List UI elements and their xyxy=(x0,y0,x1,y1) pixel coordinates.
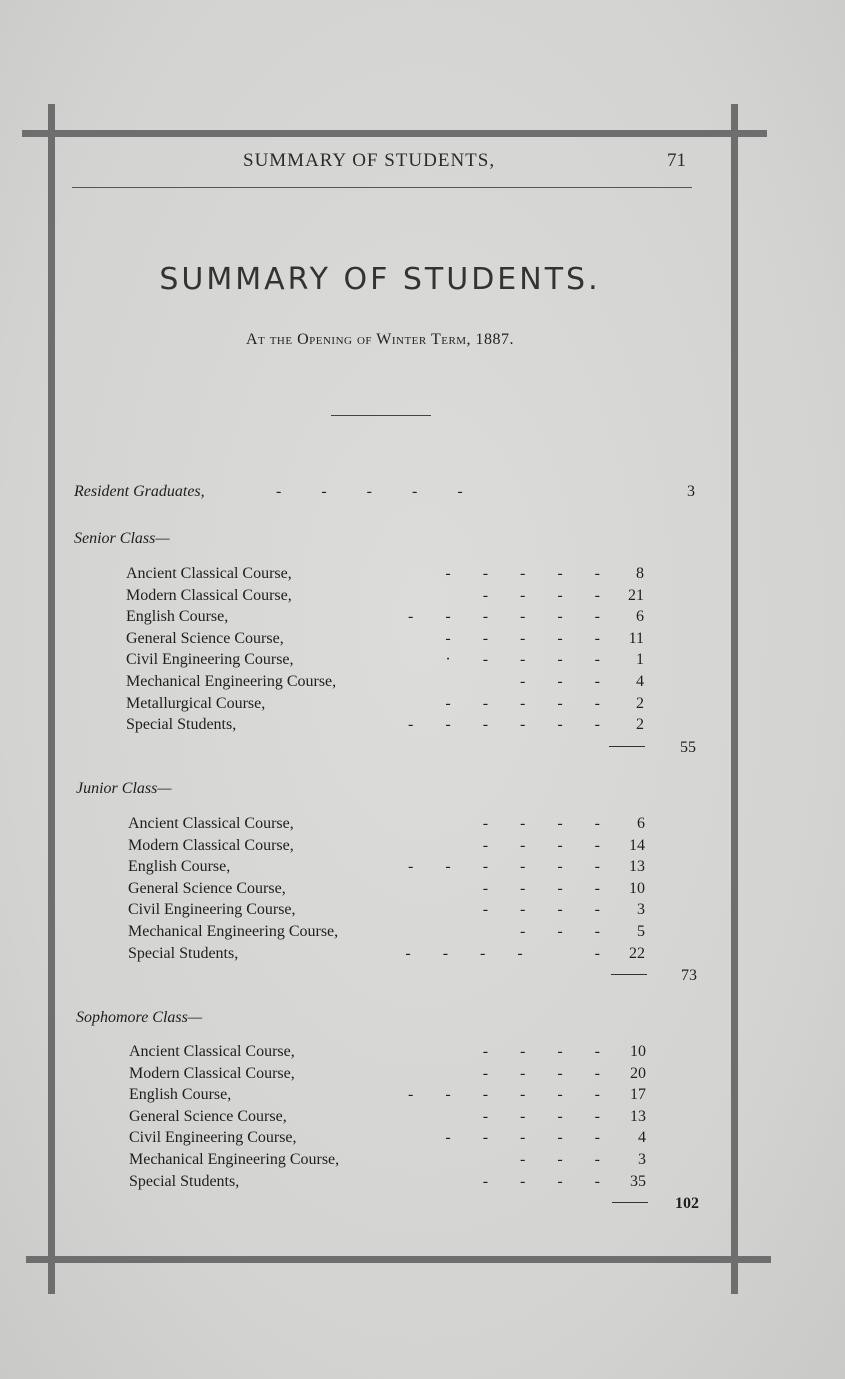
course-count: 10 xyxy=(630,1043,646,1060)
course-count: 14 xyxy=(629,836,645,854)
leader-dashes: - - - - - - xyxy=(408,858,600,876)
course-count: 13 xyxy=(629,858,645,876)
course-count: 6 xyxy=(637,815,645,832)
leader-dashes: - - - - xyxy=(482,879,600,897)
senior-total: 55 xyxy=(680,739,696,756)
course-label: Ancient Classical Course, xyxy=(128,815,294,832)
leader-dashes: - - - xyxy=(520,673,600,690)
course-count: 8 xyxy=(636,565,644,582)
header-rule xyxy=(72,187,692,188)
leader-dashes: - - - - - xyxy=(405,944,600,962)
course-label: Civil Engineering Course, xyxy=(128,901,296,919)
course-count: 21 xyxy=(628,586,644,604)
leader-dashes: - - - - - xyxy=(445,1129,600,1147)
course-label: General Science Course, xyxy=(129,1107,287,1125)
leader-dashes: - - - - xyxy=(482,1043,600,1060)
course-label: Mechanical Engineering Course, xyxy=(129,1151,340,1168)
leader-dashes: - - - - xyxy=(482,1064,600,1082)
leader-dashes: - - - - - - xyxy=(408,608,600,626)
frame-top-rule xyxy=(22,130,767,137)
senior-heading: Senior Class— xyxy=(74,530,170,547)
leader-dashes: - - - - - - xyxy=(408,1086,600,1104)
sophomore-sum-rule xyxy=(612,1202,648,1203)
page-subtitle: At the Opening of Winter Term, 1887. xyxy=(245,331,515,348)
course-count: 2 xyxy=(636,694,644,712)
frame-bottom-rule xyxy=(26,1256,771,1263)
leader-dashes: - - - - - xyxy=(445,629,600,647)
leader-dashes: - - - - xyxy=(482,1107,600,1125)
leader-dashes: - - - - xyxy=(482,1172,600,1190)
resident-dashes: - - - - - xyxy=(276,483,463,500)
resident-label: Resident Graduates, xyxy=(74,483,205,500)
course-label: General Science Course, xyxy=(126,629,284,647)
course-count: 3 xyxy=(638,1151,646,1168)
course-label: Ancient Classical Course, xyxy=(129,1043,295,1060)
running-head: SUMMARY OF STUDENTS, xyxy=(243,150,496,171)
junior-sum-rule xyxy=(611,974,647,975)
resident-total: 3 xyxy=(687,483,695,500)
course-count: 13 xyxy=(630,1107,646,1125)
course-label: Civil Engineering Course, xyxy=(126,651,294,669)
course-count: 35 xyxy=(630,1172,646,1190)
course-count: 5 xyxy=(637,923,645,940)
course-label: Modern Classical Course, xyxy=(129,1064,295,1082)
course-label: Special Students, xyxy=(128,944,239,962)
course-count: 2 xyxy=(636,716,644,734)
course-count: 4 xyxy=(638,1129,646,1147)
course-label: Special Students, xyxy=(126,716,237,734)
course-label: Civil Engineering Course, xyxy=(129,1129,297,1147)
course-count: 1 xyxy=(636,651,644,669)
leader-dashes: - - - xyxy=(520,923,600,940)
leader-dashes: - - - - - xyxy=(445,694,600,712)
course-label: Mechanical Engineering Course, xyxy=(126,673,337,690)
page-title: SUMMARY OF STUDENTS. xyxy=(159,262,601,297)
course-count: 20 xyxy=(630,1064,646,1082)
course-count: 10 xyxy=(629,879,645,897)
course-label: English Course, xyxy=(126,608,229,626)
course-count: 11 xyxy=(628,629,644,647)
leader-dashes: - - - - - xyxy=(445,565,600,582)
course-label: Special Students, xyxy=(129,1172,240,1190)
leader-dashes: · - - - - xyxy=(445,651,600,669)
page-number: 71 xyxy=(667,150,686,171)
course-count: 22 xyxy=(629,944,645,962)
sophomore-heading: Sophomore Class— xyxy=(76,1009,203,1026)
course-count: 3 xyxy=(637,901,645,919)
sophomore-total: 102 xyxy=(675,1195,699,1212)
senior-sum-rule xyxy=(609,746,645,747)
course-label: English Course, xyxy=(129,1086,232,1104)
leader-dashes: - - - - xyxy=(482,836,600,854)
junior-total: 73 xyxy=(681,967,697,984)
course-label: Ancient Classical Course, xyxy=(126,565,292,582)
course-label: Modern Classical Course, xyxy=(128,836,294,854)
course-label: General Science Course, xyxy=(128,879,286,897)
course-count: 6 xyxy=(636,608,644,626)
divider-rule xyxy=(331,415,431,416)
leader-dashes: - - - - xyxy=(482,586,600,604)
leader-dashes: - - - xyxy=(520,1151,600,1168)
course-count: 17 xyxy=(630,1086,646,1104)
leader-dashes: - - - - xyxy=(482,815,600,832)
course-label: English Course, xyxy=(128,858,231,876)
leader-dashes: - - - - - - xyxy=(408,716,600,734)
leader-dashes: - - - - xyxy=(482,901,600,919)
course-label: Mechanical Engineering Course, xyxy=(128,923,339,940)
course-label: Metallurgical Course, xyxy=(126,694,266,712)
course-count: 4 xyxy=(636,673,644,690)
course-label: Modern Classical Course, xyxy=(126,586,292,604)
junior-heading: Junior Class— xyxy=(76,780,172,797)
